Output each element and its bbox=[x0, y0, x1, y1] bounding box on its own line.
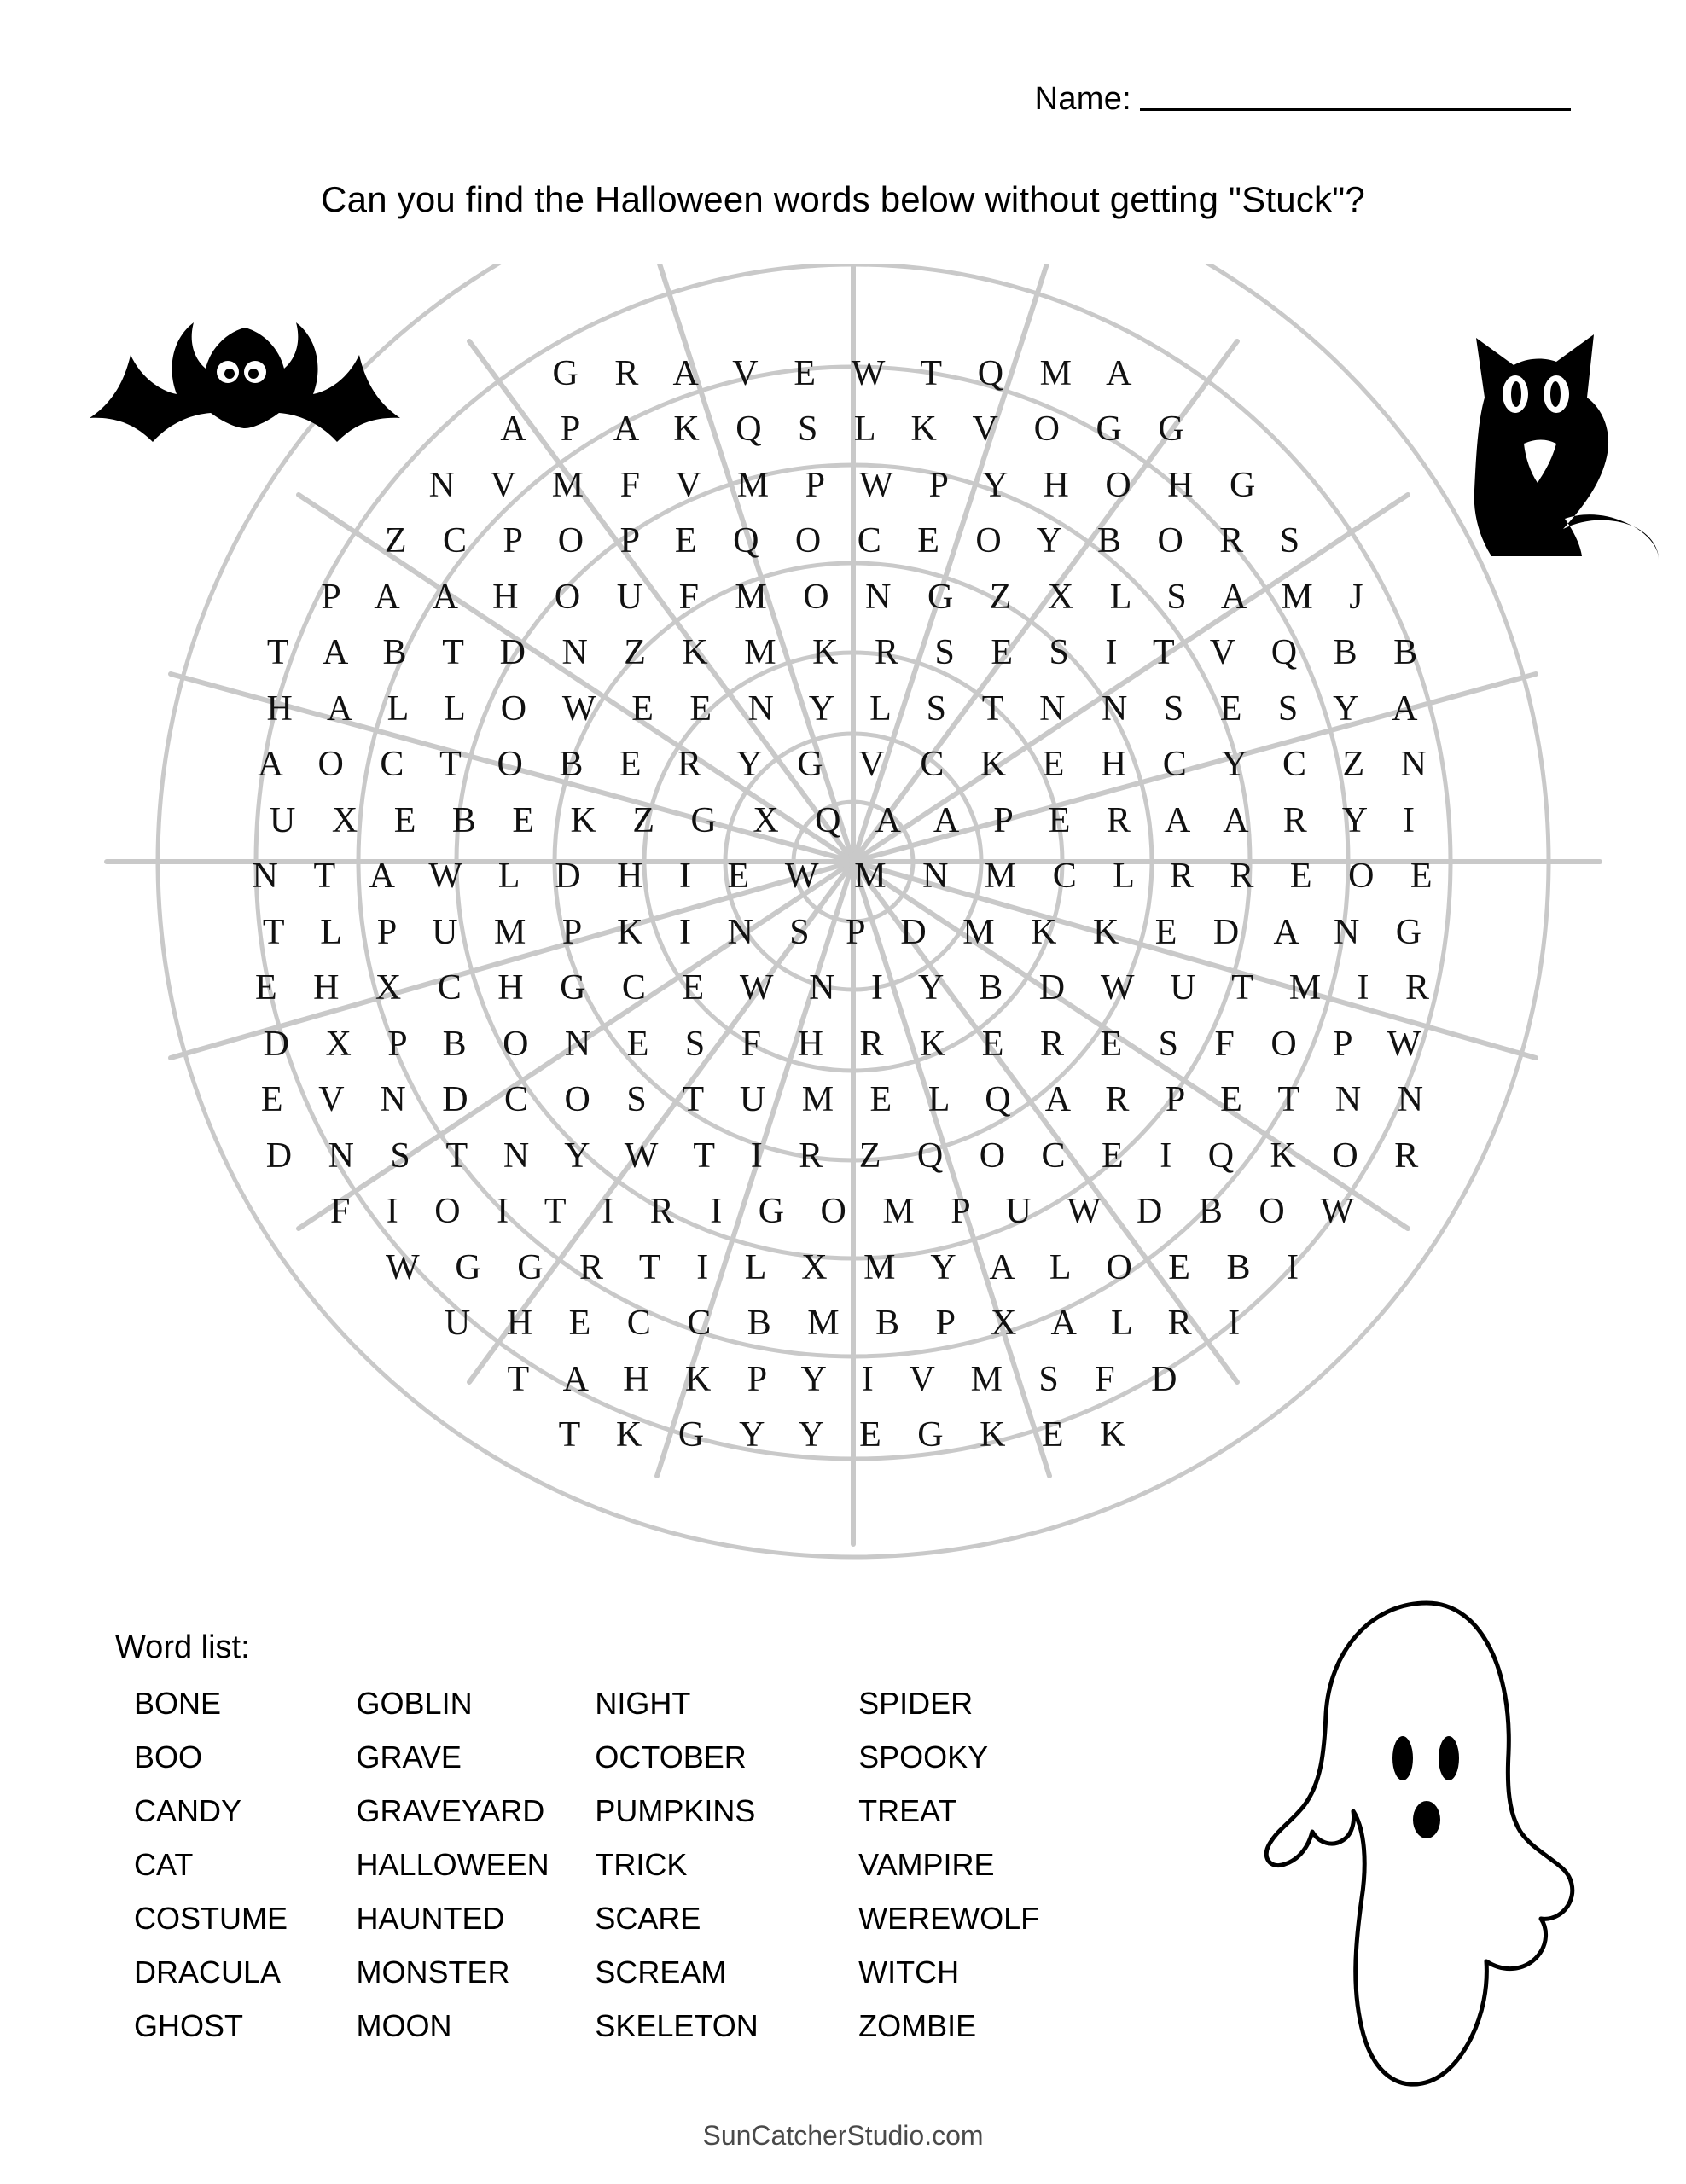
word-list-item[interactable]: TRICK bbox=[595, 1847, 688, 1882]
grid-row bbox=[85, 737, 1613, 793]
word-list-item[interactable]: TREAT bbox=[858, 1793, 957, 1828]
grid-row-letters: N V M F V M P W P Y H O H G bbox=[428, 465, 1270, 505]
grid-row-letters: T A B T D N Z K M K R S E S I T V Q B B bbox=[266, 633, 1432, 673]
word-list-item[interactable]: HAUNTED bbox=[356, 1901, 505, 1936]
letter-grid bbox=[85, 346, 1613, 1463]
word-list-item[interactable]: GRAVE bbox=[356, 1740, 462, 1774]
word-list-item[interactable]: WITCH bbox=[858, 1955, 960, 1989]
word-list-item[interactable]: HALLOWEEN bbox=[356, 1847, 549, 1882]
grid-row bbox=[85, 1240, 1613, 1296]
grid-row-letters: T L P U M P K I N S P D M K K E D A N G bbox=[262, 912, 1436, 952]
word-list-item[interactable]: SPOOKY bbox=[858, 1740, 989, 1774]
grid-row bbox=[85, 1128, 1613, 1184]
word-list-item[interactable]: DRACULA bbox=[134, 1955, 282, 1989]
word-list-column bbox=[840, 1676, 1054, 2053]
grid-row-letters: P A A H O U F M O N G Z X L S A M J bbox=[321, 577, 1377, 617]
grid-row-letters: G R A V E W T Q M A bbox=[552, 353, 1146, 393]
word-list-item[interactable]: CANDY bbox=[134, 1793, 242, 1828]
word-list-item[interactable]: SKELETON bbox=[595, 2008, 759, 2043]
grid-row-letters: A O C T O B E R Y G V C K E H C Y C Z N bbox=[258, 745, 1440, 785]
word-list-item[interactable]: OCTOBER bbox=[595, 1740, 747, 1774]
grid-row-letters: A P A K Q S L K V O G G bbox=[500, 410, 1198, 450]
name-write-line[interactable] bbox=[1140, 108, 1571, 111]
word-list-item[interactable]: PUMPKINS bbox=[595, 1793, 756, 1828]
word-list-item[interactable]: CAT bbox=[134, 1847, 194, 1882]
bat-icon bbox=[81, 299, 405, 469]
grid-row-letters: D X P B O N E S F H R K E R E S F O P W bbox=[263, 1024, 1435, 1064]
grid-row bbox=[85, 793, 1613, 849]
grid-row bbox=[85, 569, 1613, 625]
instruction-text: Can you find the Halloween words below without getting "Stuck"? bbox=[321, 179, 1365, 219]
word-list-item[interactable]: WEREWOLF bbox=[858, 1901, 1040, 1936]
word-list-column bbox=[576, 1676, 840, 2053]
word-list-item[interactable]: GOBLIN bbox=[356, 1686, 473, 1721]
word-list-item[interactable]: SPIDER bbox=[858, 1686, 974, 1721]
word-list-item[interactable]: SCARE bbox=[595, 1901, 701, 1936]
word-list-item[interactable]: MOON bbox=[356, 2008, 452, 2043]
word-list-column bbox=[338, 1676, 577, 2053]
grid-row-letters: H A L L O W E E N Y L S T N N S E S Y A bbox=[266, 688, 1432, 729]
word-list-item[interactable]: MONSTER bbox=[356, 1955, 510, 1989]
word-list-item[interactable]: NIGHT bbox=[595, 1686, 691, 1721]
grid-row bbox=[85, 849, 1613, 905]
cat-icon bbox=[1430, 316, 1669, 572]
grid-row-letters: U X E B E K Z G X Q A A P E R A A R Y I bbox=[270, 800, 1428, 840]
grid-row bbox=[85, 1016, 1613, 1072]
grid-row-letters: W G G R T I L X M Y A L O E B I bbox=[386, 1247, 1312, 1287]
word-list-item[interactable]: BONE bbox=[134, 1686, 222, 1721]
grid-row-letters: U H E C C B M B P X A L R I bbox=[444, 1304, 1254, 1344]
word-list-item[interactable]: GHOST bbox=[134, 2008, 244, 2043]
grid-row-letters: T K G Y Y E G K E K bbox=[558, 1415, 1140, 1455]
word-list-item[interactable]: SCREAM bbox=[595, 1955, 727, 1989]
grid-row-letters: F I O I T I R I G O M P U W D B O W bbox=[329, 1192, 1369, 1232]
grid-row bbox=[85, 904, 1613, 961]
grid-row bbox=[85, 681, 1613, 737]
grid-row bbox=[85, 1184, 1613, 1240]
word-list-item[interactable]: GRAVEYARD bbox=[356, 1793, 545, 1828]
word-list-item[interactable]: VAMPIRE bbox=[858, 1847, 995, 1882]
word-list-item[interactable]: BOO bbox=[134, 1740, 203, 1774]
grid-row bbox=[85, 1072, 1613, 1129]
grid-row-letters: D N S T N Y W T I R Z Q O C E I Q K O R bbox=[265, 1136, 1433, 1176]
grid-row-letters: N T A W L D H I E W M N M C L R R E O E bbox=[252, 857, 1446, 897]
word-list-item[interactable]: ZOMBIE bbox=[858, 2008, 977, 2043]
grid-row bbox=[85, 1408, 1613, 1464]
grid-row-letters: E V N D C O S T U M E L Q A R P E T N N bbox=[260, 1080, 1438, 1120]
word-list-item[interactable]: COSTUME bbox=[134, 1901, 288, 1936]
grid-row bbox=[85, 514, 1613, 570]
grid-row-letters: T A H K P Y I V M S F D bbox=[507, 1359, 1191, 1399]
name-field-row bbox=[1035, 81, 1571, 118]
word-list bbox=[115, 1629, 1054, 2053]
word-list-title: Word list: bbox=[115, 1629, 250, 1665]
footer-credit: SunCatcherStudio.com bbox=[702, 2120, 984, 2151]
grid-row-letters: Z C P O P E Q O C E O Y B O R S bbox=[384, 521, 1314, 561]
grid-row bbox=[85, 1351, 1613, 1408]
grid-row bbox=[85, 961, 1613, 1017]
word-list-column bbox=[115, 1676, 338, 2053]
ghost-icon bbox=[1259, 1591, 1584, 2094]
grid-row bbox=[85, 625, 1613, 682]
grid-row bbox=[85, 1296, 1613, 1352]
name-label: Name: bbox=[1034, 81, 1131, 117]
grid-row-letters: E H X C H G C E W N I Y B D W U T M I R bbox=[254, 968, 1444, 1008]
